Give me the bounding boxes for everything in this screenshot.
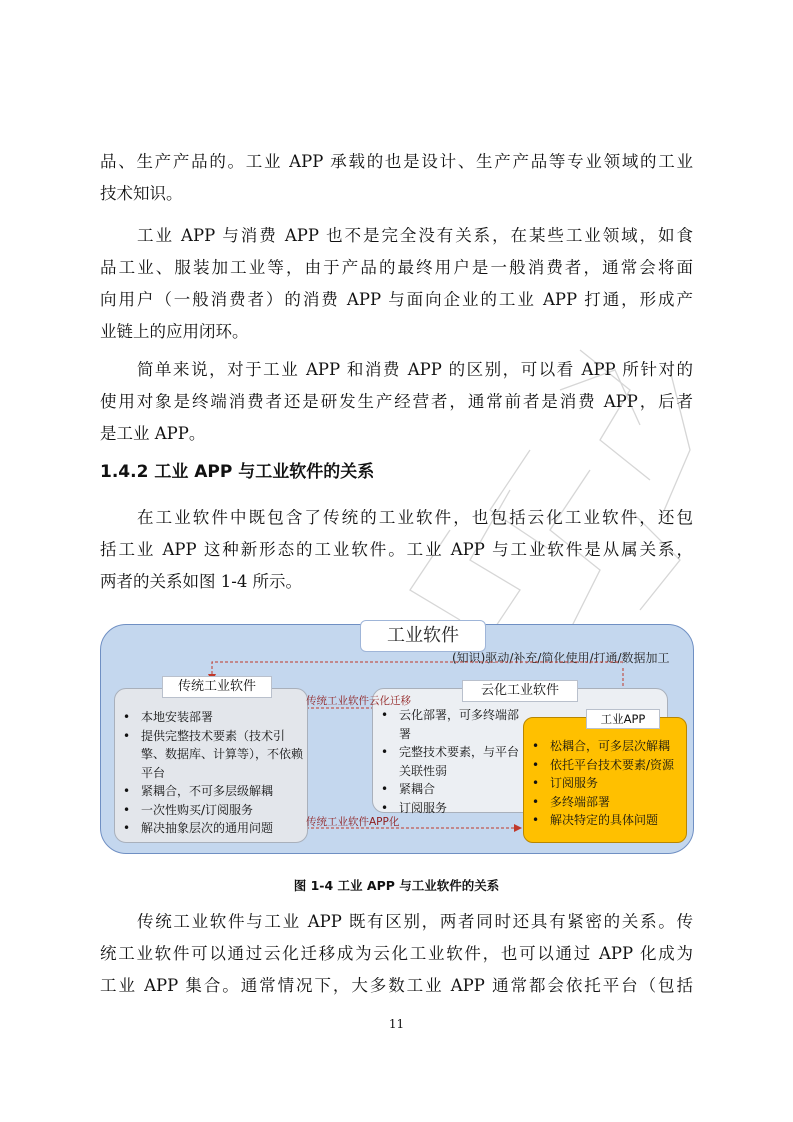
- page-number: 11: [388, 1017, 405, 1031]
- text-line: 工业 APP 与消费 APP 也不是完全没有关系，在某些工业领域，如食: [137, 226, 693, 245]
- text-line: 工业 APP 集合。通常情况下，大多数工业 APP 通常都会依托平台（包括: [100, 976, 693, 995]
- traditional-list: [119, 708, 303, 838]
- traditional-title: 传统工业软件: [162, 676, 272, 698]
- list-item: • 紧耦合: [377, 780, 521, 799]
- industrial-app-box: [523, 717, 687, 843]
- list-item: • 解决特定的具体问题: [528, 811, 686, 830]
- cloud-list: [377, 706, 521, 817]
- cloud-title: 云化工业软件: [462, 680, 578, 702]
- list-item: • 本地安装部署: [119, 708, 303, 727]
- text-line: 品工业、服装加工业等，由于产品的最终用户是一般消费者，通常会将面: [100, 258, 693, 277]
- list-item: • 完整技术要素，与平台关联性弱: [377, 743, 521, 780]
- text-line: 使用对象是终端消费者还是研发生产经营者，通常前者是消费 APP，后者: [100, 392, 693, 411]
- text-line: 业链上的应用闭环。: [100, 322, 249, 341]
- traditional-software-box: [114, 688, 308, 843]
- paragraph-4: [100, 502, 693, 598]
- text-line: 品、生产产品的。工业 APP 承载的也是设计、生产产品等专业领域的工业: [100, 152, 693, 171]
- paragraph-5: [100, 906, 693, 1002]
- list-item: • 订阅服务: [377, 799, 521, 818]
- text-line: 传统工业软件与工业 APP 既有区别，两者同时还具有紧密的关系。传: [137, 912, 693, 931]
- list-item: • 订阅服务: [528, 774, 686, 793]
- list-item: • 提供完整技术要素（技术引擎、数据库、计算等），不依赖平台: [119, 727, 303, 783]
- text-line: 是工业 APP。: [100, 424, 206, 443]
- list-item: • 紧耦合，不可多层级解耦: [119, 782, 303, 801]
- text-line: 括工业 APP 这种新形态的工业软件。工业 APP 与工业软件是从属关系，: [100, 540, 693, 559]
- figure-caption: 图 1-4 工业 APP 与工业软件的关系: [293, 878, 500, 893]
- paragraph-2: [100, 220, 693, 348]
- section-heading: 1.4.2 工业 APP 与工业软件的关系: [100, 462, 375, 482]
- list-item: • 依托平台技术要素/资源: [528, 756, 686, 775]
- list-item: • 解决抽象层次的通用问题: [119, 819, 303, 838]
- outer-title: 工业软件: [360, 620, 486, 652]
- text-line: 技术知识。: [100, 184, 183, 203]
- text-line: 统工业软件可以通过云化迁移成为云化工业软件，也可以通过 APP 化成为: [100, 944, 693, 963]
- top-note: (知识)驱动/补充/简化使用/打通/数据加工: [452, 651, 670, 665]
- app-title: 工业APP: [586, 709, 660, 729]
- text-line: 在工业软件中既包含了传统的工业软件，也包括云化工业软件，还包: [137, 508, 693, 527]
- paragraph-3: [100, 354, 693, 450]
- list-item: • 一次性购买/订阅服务: [119, 801, 303, 820]
- paragraph-1: [100, 146, 693, 210]
- list-item: • 松耦合，可多层次解耦: [528, 737, 686, 756]
- text-line: 向用户（一般消费者）的消费 APP 与面向企业的工业 APP 打通，形成产: [100, 290, 693, 309]
- figure-diagram: [100, 624, 694, 854]
- arrow-app-to-traditional: [212, 662, 623, 680]
- arrow-label-cloud: 传统工业软件云化迁移: [306, 695, 411, 707]
- arrow-label-app: 传统工业软件APP化: [306, 816, 400, 828]
- app-list: [528, 737, 686, 830]
- list-item: • 云化部署，可多终端部署: [377, 706, 521, 743]
- text-line: 简单来说，对于工业 APP 和消费 APP 的区别，可以看 APP 所针对的: [137, 360, 693, 379]
- list-item: • 多终端部署: [528, 793, 686, 812]
- text-line: 两者的关系如图 1-4 所示。: [100, 572, 303, 591]
